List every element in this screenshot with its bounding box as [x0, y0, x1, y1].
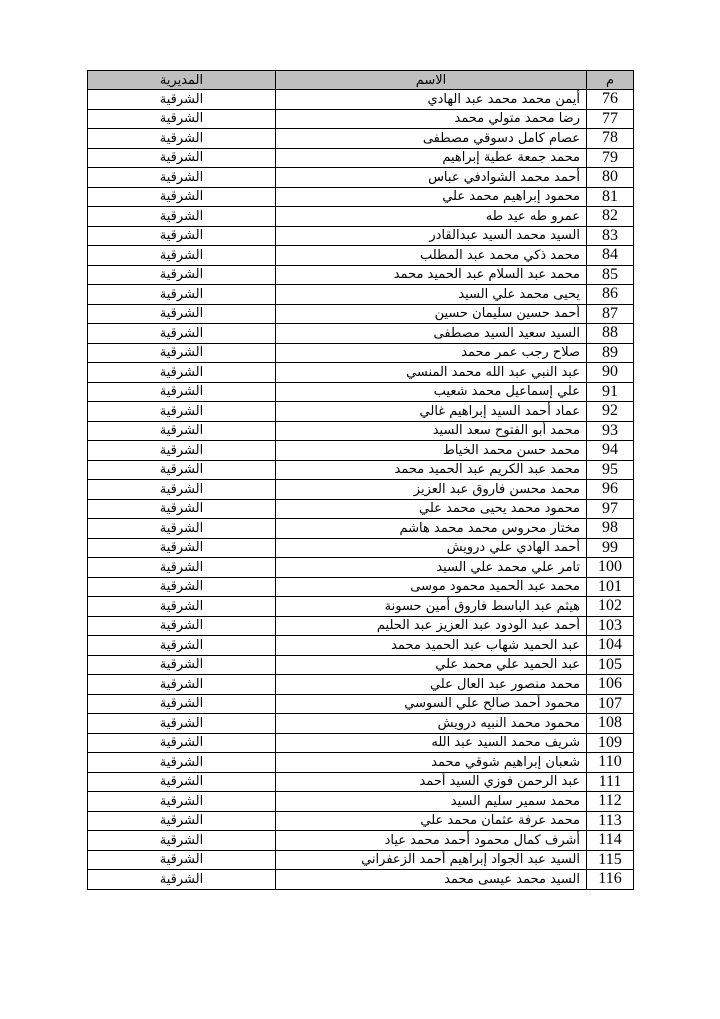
table-row: [88, 207, 634, 227]
row-name: مختار محروس محمد محمد هاشم: [276, 519, 587, 539]
row-number: 105: [587, 655, 634, 675]
row-name: محمود محمد النبيه درويش: [276, 714, 587, 734]
table-row: [88, 538, 634, 558]
row-name: أحمد عبد الودود عبد العزيز عبد الحليم: [276, 616, 587, 636]
table-row: [88, 714, 634, 734]
row-number: 104: [587, 636, 634, 656]
row-number: 112: [587, 792, 634, 812]
row-name: محمد جمعة عطية إبراهيم: [276, 148, 587, 168]
row-number: 89: [587, 343, 634, 363]
row-directorate: الشرقية: [88, 207, 276, 227]
row-directorate: الشرقية: [88, 616, 276, 636]
table-row: [88, 90, 634, 110]
table-row: [88, 558, 634, 578]
table-row: [88, 402, 634, 422]
table-row: [88, 499, 634, 519]
row-number: 113: [587, 811, 634, 831]
row-number: 114: [587, 831, 634, 851]
row-directorate: الشرقية: [88, 187, 276, 207]
row-directorate: الشرقية: [88, 811, 276, 831]
row-directorate: الشرقية: [88, 421, 276, 441]
row-name: محمد أبو الفتوح سعد السيد: [276, 421, 587, 441]
table-row: [88, 304, 634, 324]
row-number: 101: [587, 577, 634, 597]
row-name: عبد النبي عبد الله محمد المنسي: [276, 363, 587, 383]
row-directorate: الشرقية: [88, 168, 276, 188]
row-name: محمد محسن فاروق عبد العزيز: [276, 480, 587, 500]
row-directorate: الشرقية: [88, 246, 276, 266]
row-name: محمد عبد الحميد محمود موسى: [276, 577, 587, 597]
row-directorate: الشرقية: [88, 831, 276, 851]
row-number: 78: [587, 129, 634, 149]
row-number: 77: [587, 109, 634, 129]
row-number: 76: [587, 90, 634, 110]
row-number: 80: [587, 168, 634, 188]
table-row: [88, 460, 634, 480]
row-directorate: الشرقية: [88, 792, 276, 812]
row-directorate: الشرقية: [88, 636, 276, 656]
row-name: عماد أحمد السيد إبراهيم غالي: [276, 402, 587, 422]
row-number: 108: [587, 714, 634, 734]
table-row: [88, 246, 634, 266]
row-number: 115: [587, 850, 634, 870]
row-number: 87: [587, 304, 634, 324]
row-number: 110: [587, 753, 634, 773]
table-row: [88, 850, 634, 870]
row-number: 82: [587, 207, 634, 227]
row-name: محمد سمير سليم السيد: [276, 792, 587, 812]
table-row: [88, 655, 634, 675]
table-row: [88, 811, 634, 831]
row-directorate: الشرقية: [88, 265, 276, 285]
table-row: [88, 616, 634, 636]
row-number: 81: [587, 187, 634, 207]
row-number: 91: [587, 382, 634, 402]
row-name: محمد عرفة عثمان محمد علي: [276, 811, 587, 831]
row-directorate: الشرقية: [88, 285, 276, 305]
row-number: 95: [587, 460, 634, 480]
row-name: أحمد حسين سليمان حسين: [276, 304, 587, 324]
table-row: [88, 519, 634, 539]
row-number: 88: [587, 324, 634, 344]
table-row: [88, 324, 634, 344]
row-name: أيمن محمد محمد عبد الهادي: [276, 90, 587, 110]
table-row: [88, 187, 634, 207]
row-directorate: الشرقية: [88, 870, 276, 890]
roster-table: [87, 70, 634, 890]
row-name: تامر علي محمد علي السيد: [276, 558, 587, 578]
row-directorate: الشرقية: [88, 733, 276, 753]
row-name: محمود إبراهيم محمد علي: [276, 187, 587, 207]
row-number: 85: [587, 265, 634, 285]
row-name: أشرف كمال محمود أحمد محمد عياد: [276, 831, 587, 851]
table-row: [88, 733, 634, 753]
row-name: محمد حسن محمد الخياط: [276, 441, 587, 461]
row-name: عمرو طه عيد طه: [276, 207, 587, 227]
row-directorate: الشرقية: [88, 772, 276, 792]
row-directorate: الشرقية: [88, 402, 276, 422]
row-number: 97: [587, 499, 634, 519]
table-row: [88, 870, 634, 890]
row-name: محمد عبد الكريم عبد الحميد محمد: [276, 460, 587, 480]
row-directorate: الشرقية: [88, 343, 276, 363]
row-name: شعبان إبراهيم شوقي محمد: [276, 753, 587, 773]
table-row: [88, 480, 634, 500]
row-number: 96: [587, 480, 634, 500]
row-name: محمود محمد يحيى محمد علي: [276, 499, 587, 519]
row-directorate: الشرقية: [88, 363, 276, 383]
row-directorate: الشرقية: [88, 441, 276, 461]
table-row: [88, 382, 634, 402]
table-row: [88, 285, 634, 305]
row-directorate: الشرقية: [88, 480, 276, 500]
row-directorate: الشرقية: [88, 499, 276, 519]
table-row: [88, 168, 634, 188]
header-directorate: المديرية: [88, 71, 276, 90]
row-number: 103: [587, 616, 634, 636]
row-number: 92: [587, 402, 634, 422]
row-number: 111: [587, 772, 634, 792]
row-name: شريف محمد السيد عبد الله: [276, 733, 587, 753]
row-name: هيثم عبد الباسط فاروق أمين حسونة: [276, 597, 587, 617]
row-directorate: الشرقية: [88, 90, 276, 110]
row-name: محمد ذكي محمد عبد المطلب: [276, 246, 587, 266]
row-number: 79: [587, 148, 634, 168]
row-directorate: الشرقية: [88, 538, 276, 558]
row-name: محمد عبد السلام عبد الحميد محمد: [276, 265, 587, 285]
row-name: محمود أحمد صالح علي السوسي: [276, 694, 587, 714]
row-name: أحمد محمد الشوادفي عباس: [276, 168, 587, 188]
row-name: عصام كامل دسوقي مصطفى: [276, 129, 587, 149]
row-directorate: الشرقية: [88, 226, 276, 246]
table-row: [88, 753, 634, 773]
row-directorate: الشرقية: [88, 148, 276, 168]
row-directorate: الشرقية: [88, 850, 276, 870]
table-row: [88, 421, 634, 441]
row-number: 90: [587, 363, 634, 383]
row-number: 94: [587, 441, 634, 461]
table-row: [88, 577, 634, 597]
row-directorate: الشرقية: [88, 324, 276, 344]
header-number: م: [587, 71, 634, 90]
header-row: [88, 71, 634, 90]
row-directorate: الشرقية: [88, 694, 276, 714]
row-directorate: الشرقية: [88, 577, 276, 597]
row-directorate: الشرقية: [88, 714, 276, 734]
row-number: 98: [587, 519, 634, 539]
row-name: عبد الرحمن فوزي السيد أحمد: [276, 772, 587, 792]
row-name: السيد محمد عيسى محمد: [276, 870, 587, 890]
table-row: [88, 363, 634, 383]
table-row: [88, 226, 634, 246]
table-row: [88, 441, 634, 461]
row-directorate: الشرقية: [88, 655, 276, 675]
row-name: السيد سعيد السيد مصطفى: [276, 324, 587, 344]
row-number: 107: [587, 694, 634, 714]
table-row: [88, 694, 634, 714]
row-directorate: الشرقية: [88, 558, 276, 578]
table-row: [88, 636, 634, 656]
row-number: 99: [587, 538, 634, 558]
row-directorate: الشرقية: [88, 129, 276, 149]
row-name: السيد محمد السيد عبدالقادر: [276, 226, 587, 246]
row-number: 83: [587, 226, 634, 246]
row-name: أحمد الهادي علي درويش: [276, 538, 587, 558]
row-name: عبد الحميد علي محمد علي: [276, 655, 587, 675]
table-row: [88, 831, 634, 851]
table-row: [88, 675, 634, 695]
row-directorate: الشرقية: [88, 109, 276, 129]
table-row: [88, 597, 634, 617]
row-directorate: الشرقية: [88, 753, 276, 773]
table-row: [88, 109, 634, 129]
table-row: [88, 792, 634, 812]
row-number: 86: [587, 285, 634, 305]
row-number: 100: [587, 558, 634, 578]
row-directorate: الشرقية: [88, 460, 276, 480]
table-body: [88, 90, 634, 890]
table-row: [88, 343, 634, 363]
row-name: صلاح رجب عمر محمد: [276, 343, 587, 363]
row-name: السيد عبد الجواد إبراهيم أحمد الزعفراني: [276, 850, 587, 870]
row-name: يحيى محمد علي السيد: [276, 285, 587, 305]
table-row: [88, 129, 634, 149]
table-row: [88, 772, 634, 792]
row-number: 84: [587, 246, 634, 266]
table-row: [88, 265, 634, 285]
row-name: عبد الحميد شهاب عبد الحميد محمد: [276, 636, 587, 656]
row-name: محمد منصور عبد العال علي: [276, 675, 587, 695]
row-directorate: الشرقية: [88, 675, 276, 695]
row-name: رضا محمد متولي محمد: [276, 109, 587, 129]
row-number: 116: [587, 870, 634, 890]
table-header: [88, 71, 634, 90]
row-number: 102: [587, 597, 634, 617]
table-row: [88, 148, 634, 168]
row-number: 93: [587, 421, 634, 441]
row-number: 106: [587, 675, 634, 695]
row-directorate: الشرقية: [88, 382, 276, 402]
row-number: 109: [587, 733, 634, 753]
row-directorate: الشرقية: [88, 597, 276, 617]
row-name: علي إسماعيل محمد شعيب: [276, 382, 587, 402]
header-name: الاسم: [276, 71, 587, 90]
row-directorate: الشرقية: [88, 519, 276, 539]
row-directorate: الشرقية: [88, 304, 276, 324]
